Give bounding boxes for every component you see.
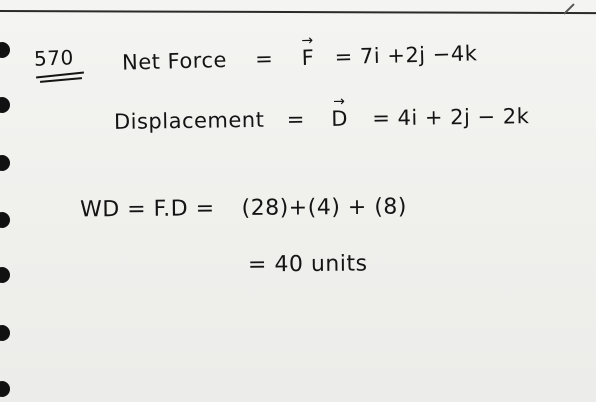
binder-hole — [0, 267, 10, 283]
work-done-line — [80, 195, 407, 223]
binder-hole — [0, 381, 10, 397]
displacement-equals: = — [286, 107, 306, 132]
binder-hole — [0, 155, 10, 171]
vector-arrow-icon: → — [333, 93, 346, 110]
binder-hole — [0, 212, 10, 228]
work-done-rhs: (28)+(4) + (8) — [241, 194, 408, 222]
work-done-lhs: WD = F.D = — [79, 196, 215, 223]
displacement-line — [113, 93, 530, 134]
displacement-label: Displacement — [113, 107, 265, 134]
displacement-vector-symbol: → D — [331, 93, 349, 131]
result-line: = 40 units — [247, 251, 368, 278]
binder-holes — [0, 0, 20, 402]
net-force-label: Net Force — [121, 47, 228, 75]
binder-hole — [0, 97, 10, 113]
net-force-equals: = — [254, 46, 274, 72]
displacement-expression: = 4i + 2j − 2k — [372, 104, 530, 131]
binder-hole — [0, 325, 10, 341]
net-force-expression: = 7i +2j −4k — [334, 41, 478, 70]
net-force-line — [121, 32, 478, 75]
vector-arrow-icon: → — [301, 32, 314, 49]
page-top-rule — [0, 10, 596, 14]
question-number: 570 — [33, 45, 75, 71]
question-number-underline — [40, 77, 82, 83]
binder-hole — [0, 42, 10, 58]
force-vector-symbol: → F — [301, 32, 315, 70]
